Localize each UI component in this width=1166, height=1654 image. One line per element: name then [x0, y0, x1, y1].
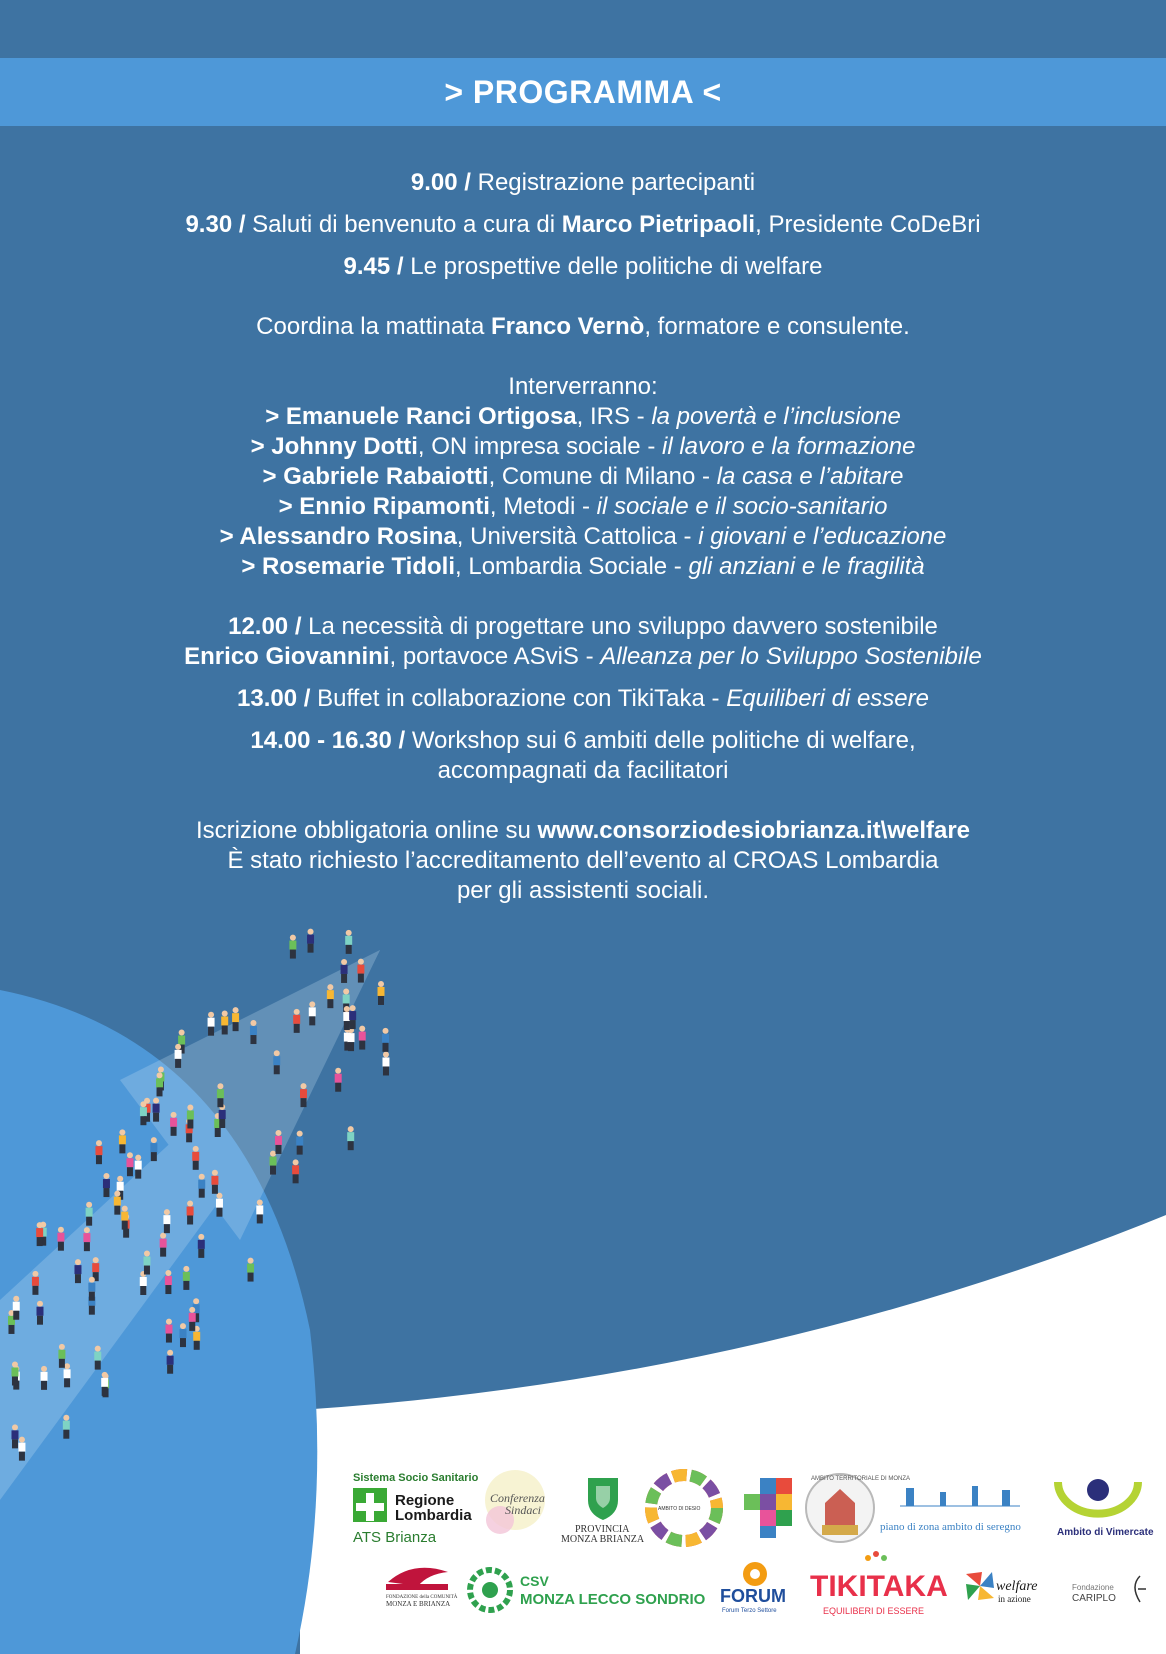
regione-name-3: ATS Brianza: [353, 1529, 437, 1546]
seregno-logo: [880, 1486, 1021, 1533]
speaker-item: > Ennio Ripamonti, Metodi - il sociale e il socio-sanitario: [278, 493, 888, 520]
registration-link[interactable]: www.consorziodesiobrianza.it\welfare: [537, 817, 971, 844]
tikitaka-text-2: EQUILIBERI DI ESSERE: [823, 1606, 925, 1616]
vimercate-text: Ambito di Vimercate: [1057, 1527, 1154, 1538]
welfare-in-azione-logo: [966, 1572, 1037, 1604]
registration-line: Iscrizione obbligatoria online su www.consorziodesiobrianza.it\welfare: [195, 817, 971, 844]
conferenza-sindaci-logo: [485, 1470, 545, 1534]
accreditation-line: È stato richiesto l’accreditamento dell’evento al CROAS Lombardia: [227, 847, 939, 874]
forum-logo: [720, 1562, 786, 1614]
schedule-item: 13.00 / Buffet in collaborazione con TikiTaka - Equiliberi di essere: [237, 685, 929, 712]
csv-logo: [470, 1570, 706, 1610]
csv-text-1: CSV: [520, 1573, 549, 1589]
programma-title: > PROGRAMMA <: [444, 73, 722, 110]
regione-name-1: Regione: [395, 1492, 455, 1509]
schedule-item-cont: accompagnati da facilitatori: [437, 757, 729, 784]
tikitaka-logo: [810, 1551, 948, 1616]
forum-text-2: Forum Terzo Settore: [722, 1608, 777, 1614]
csv-text-2: MONZA LECCO SONDRIO: [520, 1591, 706, 1608]
vimercate-logo: [1057, 1479, 1154, 1538]
cariplo-logo: [1072, 1576, 1146, 1604]
welfare-text-1: welfare: [996, 1579, 1038, 1594]
regione-name-2: Lombardia: [395, 1507, 472, 1524]
speaker-item: > Rosemarie Tidoli, Lombardia Sociale - gli anziani e le fragilità: [241, 553, 925, 580]
welfare-text-2: in azione: [998, 1594, 1031, 1604]
schedule-item: 9.00 / Registrazione partecipanti: [410, 169, 756, 196]
ambito-desio-text: AMBITO DI DESIO: [658, 1506, 701, 1512]
conferenza-text-1: Conferenza: [490, 1491, 545, 1505]
schedule-item: 14.00 - 16.30 / Workshop sui 6 ambiti delle politiche di welfare,: [250, 727, 916, 754]
speaker-item: > Alessandro Rosina, Università Cattolica - i giovani e l’educazione: [219, 523, 947, 550]
speaker-item: > Johnny Dotti, ON impresa sociale - il lavoro e la formazione: [250, 433, 916, 460]
schedule-item: 9.45 / Le prospettive delle politiche di welfare: [343, 253, 823, 280]
ambito-desio-logo: [651, 1475, 717, 1541]
speakers-intro: Interverranno:: [508, 373, 658, 400]
provincia-logo: [561, 1478, 645, 1545]
puzzle-cross-logo: [744, 1478, 792, 1538]
schedule-item: 12.00 / La necessità di progettare uno sviluppo davvero sostenibile: [228, 613, 938, 640]
keynote-speaker: Enrico Giovannini, portavoce ASviS - Alleanza per lo Sviluppo Sostenibile: [184, 643, 982, 670]
speaker-item: > Gabriele Rabaiotti, Comune di Milano - la casa e l’abitare: [262, 463, 904, 490]
forum-text-1: FORUM: [720, 1586, 786, 1606]
ambito-monza-text: AMBITO TERRITORIALE DI MONZA: [811, 1476, 911, 1482]
fondazione-mb-text-2: MONZA E BRIANZA: [386, 1600, 451, 1608]
cariplo-text-2: CARIPLO: [1072, 1593, 1116, 1604]
conferenza-text-2: Sindaci: [505, 1503, 541, 1517]
fondazione-mb-logo: [386, 1568, 458, 1608]
regione-lombardia-logo: [353, 1472, 479, 1546]
fondazione-mb-text-1: FONDAZIONE della COMUNITÀ: [386, 1595, 458, 1600]
regione-top-text: Sistema Socio Sanitario: [353, 1472, 479, 1484]
provincia-text-2: MONZA BRIANZA: [561, 1534, 645, 1545]
provincia-text-1: PROVINCIA: [575, 1524, 630, 1535]
cariplo-text-1: Fondazione: [1072, 1583, 1114, 1592]
schedule-item: 9.30 / Saluti di benvenuto a cura di Marco Pietripaoli, Presidente CoDeBri: [185, 211, 981, 238]
coordinator-line: Coordina la mattinata Franco Vernò, formatore e consulente.: [256, 313, 910, 340]
speaker-item: > Emanuele Ranci Ortigosa, IRS - la povertà e l’inclusione: [265, 403, 901, 430]
tikitaka-text-1: TIKITAKA: [810, 1570, 948, 1603]
seregno-text: piano di zona ambito di seregno: [880, 1521, 1021, 1533]
accreditation-line-2: per gli assistenti sociali.: [456, 877, 710, 904]
